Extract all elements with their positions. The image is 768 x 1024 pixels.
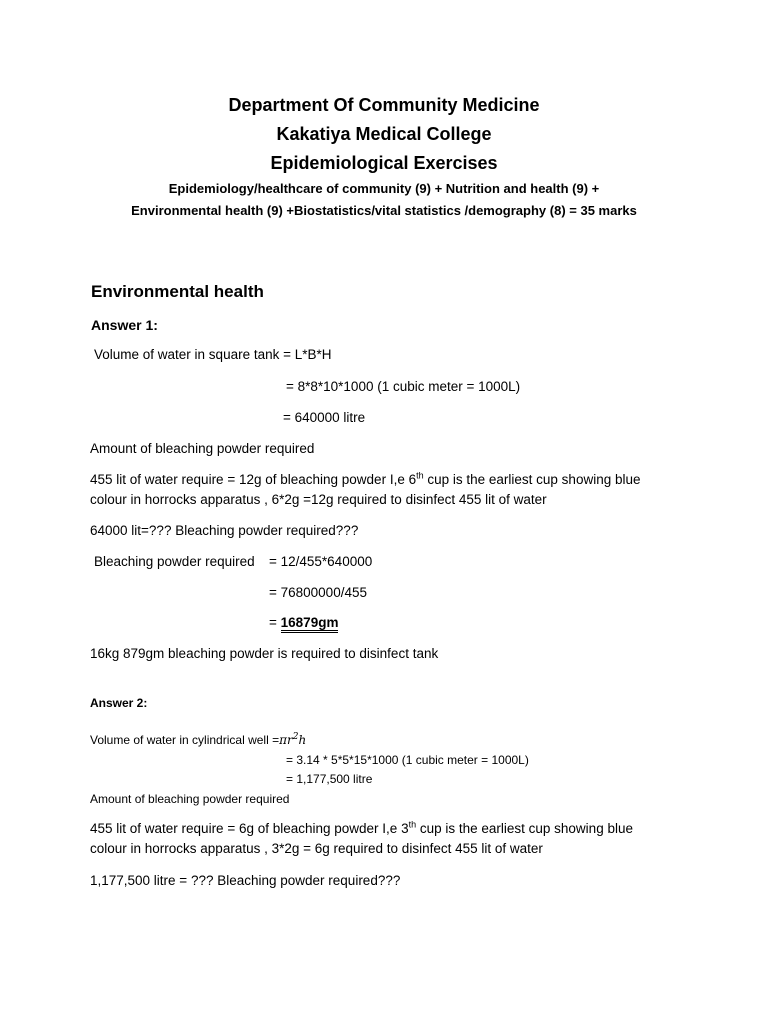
answer-2-formula <box>279 733 306 747</box>
answer-2-amount-label: Amount of bleaching powder required <box>90 792 290 806</box>
marks-line-2: Environmental health (9) +Biostatistics/vital statistics /demography (8) = 35 marks <box>131 203 637 218</box>
pi-symbol: π <box>279 733 287 747</box>
answer-2-calc-2: = 1,177,500 litre <box>286 772 373 786</box>
answer-1-require-post: cup is the earliest cup showing blue <box>423 472 641 487</box>
answer-2-require-pre: 455 lit of water require = 6g of bleaching powder I,e 3 <box>90 821 409 836</box>
department-title: Department Of Community Medicine <box>228 95 540 115</box>
answer-2-question: 1,177,500 litre = ??? Bleaching powder required??? <box>90 873 401 888</box>
radius-exponent: 2 <box>292 732 299 742</box>
answer-2-heading: Answer 2: <box>90 696 148 710</box>
answer-1-calc-1: = 8*8*10*1000 (1 cubic meter = 1000L) <box>286 379 521 394</box>
answer-2-volume-line <box>90 733 306 747</box>
exercise-title: Epidemiological Exercises <box>270 153 498 173</box>
answer-1-bp-result: 16879gm <box>281 615 339 633</box>
answer-2-require-line-2: colour in horrocks apparatus , 3*2g = 6g required to disinfect 455 lit of water <box>90 841 543 856</box>
answer-1-calc-2: = 640000 litre <box>283 410 366 425</box>
college-title: Kakatiya Medical College <box>276 124 492 144</box>
answer-1-require-line <box>90 472 641 487</box>
answer-1-bp-result-line <box>269 615 338 630</box>
answer-1-volume-line: Volume of water in square tank = L*B*H <box>94 347 332 362</box>
answer-1-question: 64000 lit=??? Bleaching powder required??? <box>90 523 359 538</box>
answer-1-require-sup: th <box>416 470 424 481</box>
answer-1-conclusion: 16kg 879gm bleaching powder is required to disinfect tank <box>90 646 439 661</box>
answer-1-require-line-2: colour in horrocks apparatus , 6*2g =12g required to disinfect 455 lit of water <box>90 492 547 507</box>
answer-2-require-post: cup is the earliest cup showing blue <box>416 821 633 836</box>
answer-1-amount-label: Amount of bleaching powder required <box>90 441 315 456</box>
answer-2-require-sup: th <box>408 819 417 830</box>
answer-2-volume-text: Volume of water in cylindrical well = <box>90 733 280 747</box>
marks-line-1: Epidemiology/healthcare of community (9) + Nutrition and health (9) + <box>168 181 600 196</box>
answer-2-require-line <box>90 821 633 836</box>
answer-1-require-pre: 455 lit of water require = 12g of bleaching powder I,e 6 <box>90 472 417 487</box>
section-title: Environmental health <box>91 282 264 301</box>
radius-symbol: r <box>286 733 293 747</box>
answer-1-bp-calc-2: = 76800000/455 <box>269 585 367 600</box>
answer-1-bp-calc-1: = 12/455*640000 <box>269 554 373 569</box>
answer-1-bp-eq: = <box>269 615 277 630</box>
answer-2-calc-1: = 3.14 * 5*5*15*1000 (1 cubic meter = 1000L) <box>286 753 529 767</box>
answer-1-bp-label: Bleaching powder required <box>94 554 255 569</box>
height-symbol: h <box>298 733 307 747</box>
answer-1-heading: Answer 1: <box>91 317 158 333</box>
